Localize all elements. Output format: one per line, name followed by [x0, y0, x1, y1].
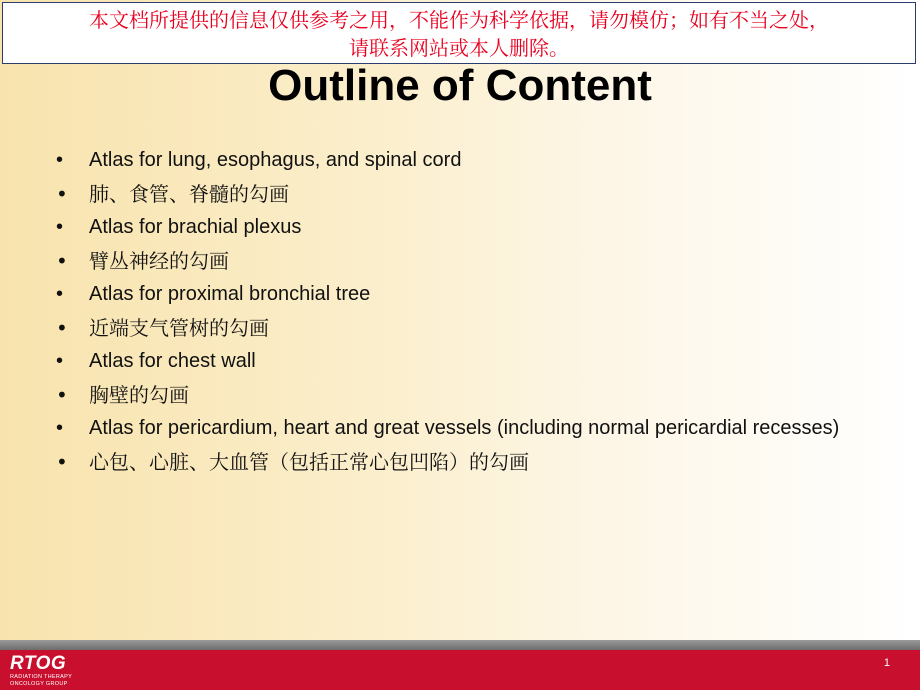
- list-item-text: 肺、食管、脊髓的勾画: [89, 181, 289, 206]
- bullet-icon: •: [56, 350, 64, 372]
- list-item-text: Atlas for pericardium, heart and great vessels (including normal pericardial recesses): [89, 417, 840, 439]
- list-item: [56, 449, 876, 476]
- outline-list: [56, 147, 876, 482]
- list-item: [56, 348, 876, 375]
- disclaimer-line-2: 请联系网站或本人删除。: [349, 36, 569, 60]
- page-number: 1: [883, 657, 890, 669]
- bullet-icon: •: [56, 216, 64, 238]
- disclaimer-line-1: 本文档所提供的信息仅供参考之用，不能作为科学依据，请勿模仿；如有不当之处，: [89, 8, 829, 32]
- bullet-icon: •: [56, 149, 64, 171]
- disclaimer-banner: [2, 2, 916, 64]
- list-item-text: 近端支气管树的勾画: [89, 315, 269, 340]
- bullet-icon: •: [56, 283, 64, 305]
- logo-subtitle-2: ONCOLOGY GROUP: [10, 681, 68, 687]
- bullet-icon: •: [56, 181, 68, 206]
- logo-text: RTOG: [10, 653, 67, 674]
- list-item: [56, 315, 876, 342]
- list-item: [56, 281, 876, 308]
- list-item-text: Atlas for proximal bronchial tree: [89, 283, 371, 305]
- list-item: [56, 147, 876, 174]
- list-item-text: 臂丛神经的勾画: [89, 248, 229, 273]
- list-item-text: Atlas for brachial plexus: [89, 216, 302, 238]
- bullet-icon: •: [56, 248, 68, 273]
- bullet-icon: •: [56, 315, 68, 340]
- logo-subtitle-1: RADIATION THERAPY: [10, 674, 73, 680]
- footer-bar: [0, 650, 920, 690]
- list-item-text: 胸壁的勾画: [89, 382, 189, 407]
- bullet-icon: •: [56, 449, 68, 474]
- list-item: [56, 181, 876, 208]
- slide-title: Outline of Content: [268, 61, 652, 110]
- list-item: [56, 382, 876, 409]
- list-item-text: Atlas for lung, esophagus, and spinal cord: [89, 149, 462, 171]
- list-item: [56, 214, 876, 241]
- list-item-text: 心包、心脏、大血管（包括正常心包凹陷）的勾画: [89, 449, 529, 474]
- list-item: [56, 248, 876, 275]
- bullet-icon: •: [56, 417, 64, 439]
- list-item: [56, 415, 876, 442]
- rtog-logo: [10, 654, 72, 688]
- bullet-icon: •: [56, 382, 68, 407]
- footer-stripe: [0, 640, 920, 650]
- list-item-text: Atlas for chest wall: [89, 350, 256, 372]
